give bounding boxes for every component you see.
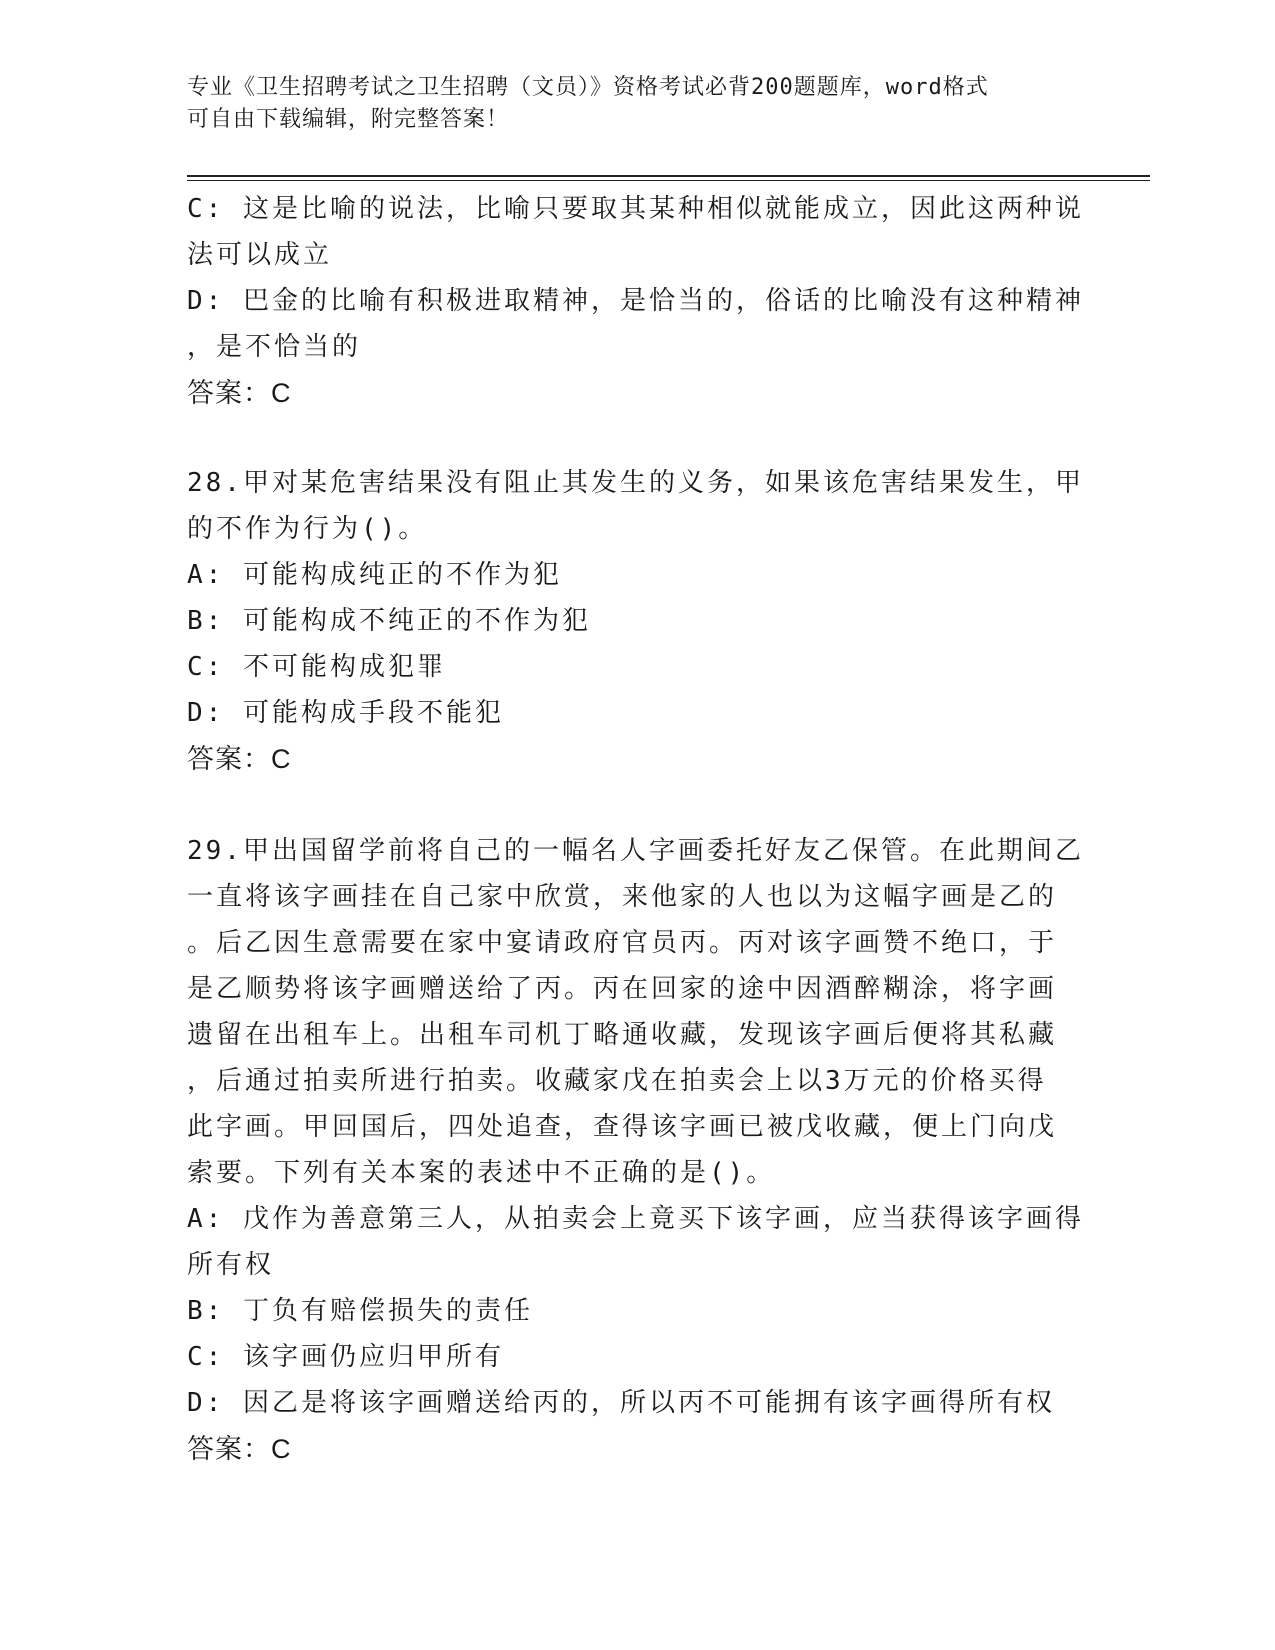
question-stem-line: 索要。下列有关本案的表述中不正确的是()。 [187,1158,776,1188]
spacer [187,782,1087,828]
option-c-line2: 法可以成立 [187,240,333,270]
option-d: D: 可能构成手段不能犯 [187,698,504,728]
option-b: B: 可能构成不纯正的不作为犯 [187,606,591,636]
question-stem-line: 一直将该字画挂在自己家中欣赏，来他家的人也以为这幅字画是乙的 [187,882,1058,912]
question-stem-line1: 28.甲对某危害结果没有阻止其发生的义务，如果该危害结果发生，甲 [187,468,1084,498]
answer: 答案：C [187,1434,292,1464]
option-d-line2: ，是不恰当的 [187,332,362,362]
page-header [187,72,1067,136]
option-a: A: 可能构成纯正的不作为犯 [187,560,562,590]
header-title-line2: 可自由下载编辑，附完整答案！ [187,107,510,132]
option-d: D: 因乙是将该字画赠送给丙的，所以丙不可能拥有该字画得所有权 [187,1388,1055,1418]
question-stem-line: 遗留在出租车上。出租车司机丁略通收藏，发现该字画后便将其私藏 [187,1020,1058,1050]
option-a-line2: 所有权 [187,1250,275,1280]
header-title-line1: 专业《卫生招聘考试之卫生招聘（文员）》资格考试必背200题题库，word格式 [187,75,989,100]
option-d-line1: D: 巴金的比喻有积极进取精神，是恰当的，俗话的比喻没有这种精神 [187,286,1084,316]
answer: 答案：C [187,378,292,408]
question-stem-line: 29.甲出国留学前将自己的一幅名人字画委托好友乙保管。在此期间乙 [187,836,1084,866]
option-c: C: 不可能构成犯罪 [187,652,446,682]
question-stem-line: 是乙顺势将该字画赠送给了丙。丙在回家的途中因酒醉糊涂，将字画 [187,974,1058,1004]
option-c-line1: C: 这是比喻的说法，比喻只要取其某种相似就能成立，因此这两种说 [187,194,1084,224]
header-divider [187,175,1150,181]
question-27-continuation [187,186,1087,416]
option-a-line1: A: 戊作为善意第三人，从拍卖会上竟买下该字画，应当获得该字画得 [187,1204,1084,1234]
question-stem-line: 此字画。甲回国后，四处追查，查得该字画已被戊收藏，便上门向戊 [187,1112,1058,1142]
question-stem-line: 。后乙因生意需要在家中宴请政府官员丙。丙对该字画赞不绝口，于 [187,928,1058,958]
question-28 [187,460,1087,782]
answer: 答案：C [187,744,292,774]
option-b: B: 丁负有赔偿损失的责任 [187,1296,533,1326]
question-29 [187,828,1087,1472]
question-stem-line2: 的不作为行为()。 [187,514,428,544]
option-c: C: 该字画仍应归甲所有 [187,1342,504,1372]
document-body [187,186,1087,1472]
question-stem-line: ，后通过拍卖所进行拍卖。收藏家戊在拍卖会上以3万元的价格买得 [187,1066,1047,1096]
spacer [187,416,1087,460]
